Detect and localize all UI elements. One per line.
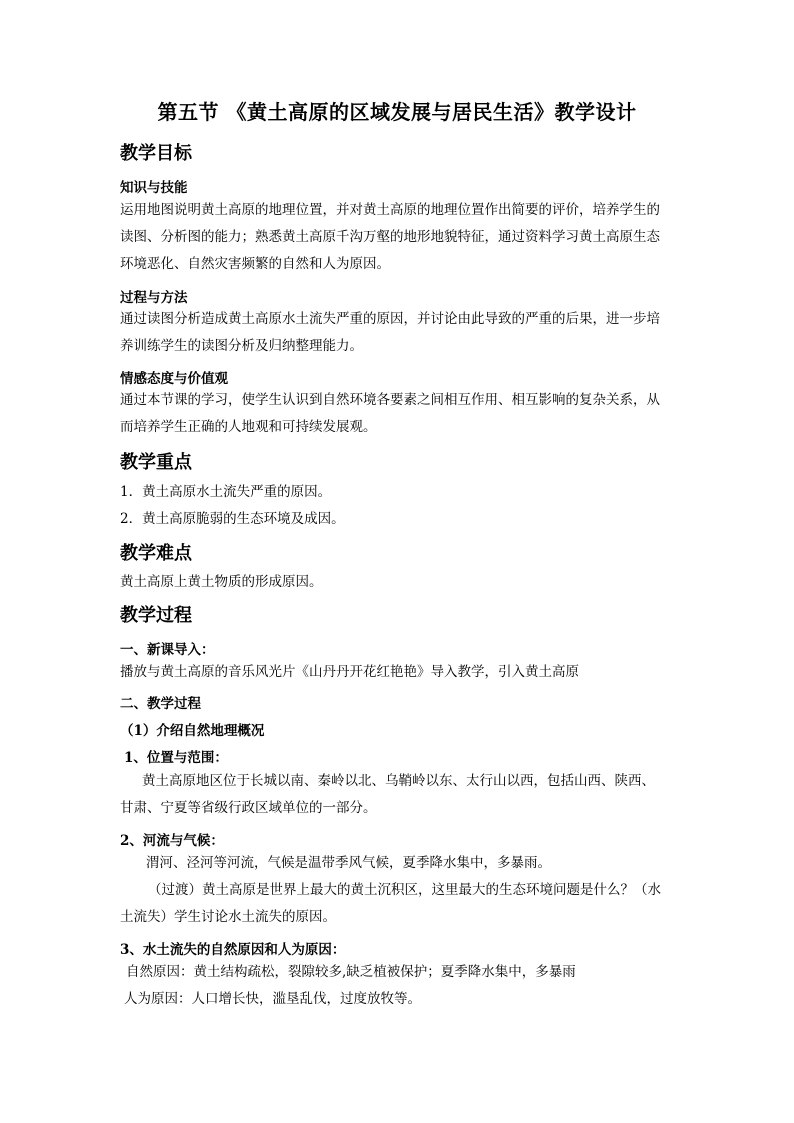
teaching-process-heading: 教学过程 <box>120 605 192 626</box>
key-point-1: 1．黄土高原水土流失严重的原因。 <box>120 484 332 500</box>
knowledge-line-1: 运用地图说明黄土高原的地理位置，并对黄土高原的地理位置作出简要的评价，培养学生的 <box>120 202 660 218</box>
emotion-line-1: 通过本节课的学习，使学生认识到自然环境各要素之间相互作用、相互影响的复杂关系，从 <box>120 392 660 408</box>
soil-erosion-heading: 3、水土流失的自然原因和人为原因： <box>120 942 346 958</box>
knowledge-line-2: 读图、分析图的能力；熟悉黄土高原千沟万壑的地形地貌特征，通过资料学习黄土高原生态 <box>120 229 660 245</box>
knowledge-line-3: 环境恶化、自然灾害频繁的自然和人为原因。 <box>120 256 390 272</box>
process-method-line-2: 养训练学生的读图分析及归纳整理能力。 <box>120 338 363 354</box>
emotion-heading: 情感态度与价值观 <box>120 371 228 387</box>
transition-line-1: （过渡）黄土高原是世界上最大的黄土沉积区，这里最大的生态环境问题是什么？（水 <box>148 882 661 898</box>
objectives-heading: 教学目标 <box>120 143 192 164</box>
river-climate-line: 渭河、泾河等河流，气候是温带季风气候，夏季降水集中，多暴雨。 <box>146 855 551 871</box>
position-line-1: 黄土高原地区位于长城以南、秦岭以北、乌鞘岭以东、太行山以西，包括山西、陕西、 <box>142 773 655 789</box>
difficulties-heading: 教学难点 <box>120 543 192 564</box>
difficulties-text: 黄土高原上黄土物质的形成原因。 <box>120 574 323 590</box>
process-method-line-1: 通过读图分析造成黄土高原水土流失严重的原因，并讨论由此导致的严重的后果，进一步培 <box>120 311 660 327</box>
process-method-heading: 过程与方法 <box>120 290 188 306</box>
intro-heading: 一、新课导入： <box>120 642 215 658</box>
emotion-line-2: 而培养学生正确的人地观和可持续发展观。 <box>120 419 377 435</box>
intro-text: 播放与黄土高原的音乐风光片《山丹丹开花红艳艳》导入教学，引入黄土高原 <box>120 664 579 680</box>
teach-heading: 二、教学过程 <box>120 696 201 712</box>
position-line-2: 甘肃、宁夏等省级行政区域单位的一部分。 <box>120 800 377 816</box>
natural-cause-text: 自然原因：黄土结构疏松，裂隙较多,缺乏植被保护；夏季降水集中，多暴雨 <box>126 964 576 980</box>
key-points-heading: 教学重点 <box>120 452 192 473</box>
section-1-heading: （1）介绍自然地理概况 <box>120 723 265 739</box>
position-heading: 1、位置与范围： <box>124 750 228 766</box>
human-cause-text: 人为原因：人口增长快，滥垦乱伐，过度放牧等。 <box>124 991 421 1007</box>
river-climate-heading: 2、河流与气候： <box>120 833 224 849</box>
key-point-2: 2．黄土高原脆弱的生态环境及成因。 <box>120 511 345 527</box>
page-title: 第五节 《黄土高原的区域发展与居民生活》教学设计 <box>157 100 637 124</box>
transition-line-2: 土流失）学生讨论水土流失的原因。 <box>120 909 336 925</box>
knowledge-heading: 知识与技能 <box>120 180 188 196</box>
